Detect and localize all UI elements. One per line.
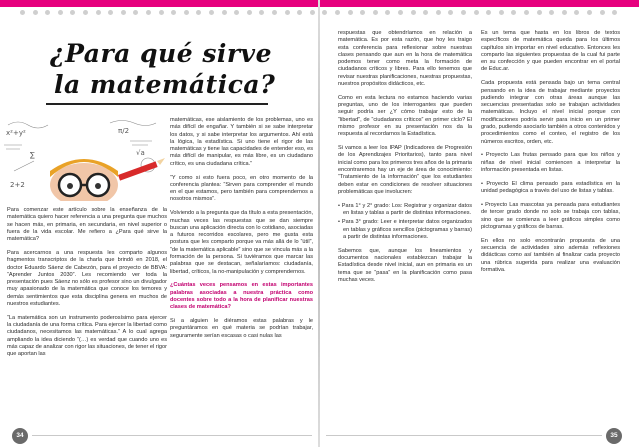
col1-paragraph: Para acercarnos a una respuesta les comparto algunos fragmentos transcriptos de la charla que brindó en 2018, el doctor Eduardo Sáenz de Cabezón, para el proyecto de BBVA: “Aprender Juntos 2030”. Les recomiendo ver toda la presentación pues Sáenz no sólo es profesor sino un divulgador muy apasionado de la matemática que conoce los temores y demás sentimientos que esta disciplina genera en muchos de nuestros estudiantes. (7, 249, 167, 308)
formula-1: x²+y² (6, 129, 26, 137)
binding-hole (285, 10, 290, 15)
project-item: • Proyecto Las mascotas ya pensada para estudiantes de tercer grado donde no solo se trabaja con tablas, sino que se comienza a leer gráficos simples como pictogramas y gráficos de barras. (481, 201, 620, 230)
binding-hole (474, 10, 479, 15)
binding-hole (373, 10, 378, 15)
binding-hole (448, 10, 453, 15)
binding-hole (587, 10, 592, 15)
binding-hole (574, 10, 579, 15)
col2-paragraph: matemáticas, ese aislamiento de los problemas, uno es más difícil de engañar. Y también si se sabe interpretar los datos, y si sabe interpretar los argumentos. Ahí está la lógica, la estadística. Si uno tiene el rigor de las matemáticas y tiene las capacidades de entender eso, es más difícil de manipular, es más libre, es un ciudadano crítico, es una ciudadana crítica.” (170, 117, 313, 167)
col3-paragraph: Sabemos que, aunque los lineamientos y documentos nacionales establezcan trabajar la Estadística desde nivel inicial, aun en primaria es un tema que se “pasa” en la planificación como pasa muchas veces. (338, 247, 472, 283)
binding-hole (171, 10, 176, 15)
binding-hole (461, 10, 466, 15)
column-1 (7, 207, 167, 365)
binding-hole (335, 10, 340, 15)
binding-hole (612, 10, 617, 15)
col2-paragraph: “Y como si esto fuera poco, en otro momento de la conferencia plantea: “Sirven para comprender el mundo en el que estamos, pero también para comprendernos a nosotros mismos”. (170, 174, 313, 203)
col1-paragraph: Para comenzar este artículo sobre la enseñanza de la matemática quiero hacer referencia a una pregunta que muchos se hacen más, en primaria, en secundaria, en nivel superior o fuera de la vida escolar. Me refiero a ¿Para qué sirve la matemática? (7, 207, 167, 243)
binding-hole (385, 10, 390, 15)
child-math-illustration (0, 115, 168, 201)
binding-hole (33, 10, 38, 15)
binding-hole (96, 10, 101, 15)
col3-paragraph: Si vamos a leer los IPAP (Indicadores de Progresión de los Aprendizajes Prioritarios), tanto para nivel inicial como para los primeros tres años de la primaria encontraremos hay un eje de área de conocimiento: “Tratamiento de la información” que los estudiantes deben estar en condiciones de resolver situaciones problemáticas que involucren: (338, 145, 472, 195)
title-line-1: ¿Para qué sirve (50, 39, 272, 68)
binding-hole (549, 10, 554, 15)
column-2 (170, 117, 313, 347)
title-line-2: la matemática? (54, 70, 276, 99)
formula-2: π/2 (118, 127, 130, 135)
title-underline (46, 103, 268, 105)
col2-paragraph: Si a alguien le diéramos estas palabras y le preguntáramos en qué materia se podrían trabajar, seguramente serían escasas o casi nulas las (170, 318, 313, 339)
page-spine (318, 0, 320, 447)
binding-hole (511, 10, 516, 15)
binding-hole (562, 10, 567, 15)
binding-hole (209, 10, 214, 15)
binding-hole (234, 10, 239, 15)
binding-hole (398, 10, 403, 15)
bullet-list (338, 203, 472, 241)
page-number-right: 35 (606, 428, 622, 444)
footer-rule-left (32, 435, 312, 436)
binding-hole (222, 10, 227, 15)
binding-hole (247, 10, 252, 15)
col3-paragraph: respuestas que obtendríamos en relación a matemática. Es por esta razón, que hoy les traigo esta conferencia para reflexionar sobre nuestras clases pensando que aun en la hora de matemática podemos tener como meta la formación de ciudadanos críticos y libres. Para ello tenemos que revisar nuestras planificaciones, nuestras propuestas, nuestros propósitos didácticos, etc. (338, 30, 472, 88)
binding-hole (537, 10, 542, 15)
footer-rule-right (326, 435, 602, 436)
formula-4: √a (136, 149, 145, 157)
binding-hole (436, 10, 441, 15)
binding-hole (486, 10, 491, 15)
binding-hole (259, 10, 264, 15)
article-title (50, 38, 310, 100)
binding-hole (423, 10, 428, 15)
binding-hole (297, 10, 302, 15)
highlighted-question: ¿Cuántas veces pensamos en estas importantes palabras asociadas a nuestra práctica como docentes sobre todo a la hora de planificar nuestras clases de matemática? (170, 282, 313, 311)
binding-hole (600, 10, 605, 15)
binding-hole (159, 10, 164, 15)
binding-hole (108, 10, 113, 15)
col2-paragraph: Volviendo a la pregunta que da título a esta presentación, muchas veces las respuestas que se dan siempre buscan una aplicación directa con lo cotidiano, asociadas a futuros recorridos escolares, pero me gusta esta postura que les comparto porque va más allá de lo “útil”, “de la matemática aplicable” sino que se vincula más a la formación de la persona. Si tuviéramos que marcar las palabras que se destacan, señalaríamos: ciudadanía, libertad, críticos, la no-manipulación y comprendernos. (170, 210, 313, 275)
binding-hole (524, 10, 529, 15)
formula-3: ∑ (30, 151, 35, 159)
binding-hole (45, 10, 50, 15)
bullet-item: • Para 3° grado: Leer e interpretar datos organizados en tablas y gráficos sencillos (pictogramas y barras) a partir de distintas informaciones. (338, 219, 472, 240)
binding-hole (348, 10, 353, 15)
project-item: • Proyecto Las frutas pensado para que los niños y niñas de nivel inicial comiencen a interpretar la información presentada en listas. (481, 152, 620, 174)
col1-paragraph: “La matemática son un instrumento poderosísimo para ejercer la ciudadanía de una forma crítica. Para ejercer la libertad como ciudadanos, necesitamos las matemáticas.” A lo cual agrega ampliando la idea diciendo “(…) es verdad que cuando uno es más capaz de analizar con rigor las situaciones, de tener el rigor que aportan las (7, 314, 167, 358)
binding-hole (121, 10, 126, 15)
formula-5: 2+2 (10, 181, 25, 189)
binding-hole (146, 10, 151, 15)
column-3 (338, 30, 472, 291)
binding-hole (70, 10, 75, 15)
binding-hole (184, 10, 189, 15)
binding-hole (411, 10, 416, 15)
page-number-left: 34 (12, 428, 28, 444)
binding-hole (83, 10, 88, 15)
binding-hole (196, 10, 201, 15)
col4-paragraph: En ellos no solo encontrarán propuesta de una secuencia de actividades sino además reflexiones didácticas como así también al finalizar cada proyecto una rúbrica sugerida para realizar una evaluación formativa. (481, 237, 620, 273)
binding-hole (272, 10, 277, 15)
col4-paragraph: Es un tema que hasta en los libros de textos específicos de matemática queda para los últimos capítulos sin importar en nivel educativo. Entonces les comparto las siguientes propuestas de la cual fui parte en su confección y que pueden encontrar en el portal de Educ.ar. (481, 30, 620, 73)
binding-hole (58, 10, 63, 15)
bullet-item: • Para 1° y 2° grado: Los: Registrar y organizar datos en listas y tablas a partir de distintas informaciones. (338, 202, 472, 217)
project-item: • Proyecto El clima pensado para estadística en la unidad pedagógica a través del uso de listas y tablas. (481, 180, 620, 195)
binding-hole (20, 10, 25, 15)
binding-hole (310, 10, 315, 15)
binding-hole (360, 10, 365, 15)
col4-paragraph: Cada propuesta está pensada bajo un tema central pensando en la idea de trabajar mediante proyectos pudiendo integrar con otras áreas aunque las secuencias presentadas solo se trabajan actividades matemáticas. Incluyo el nivel inicial porque con modificaciones podría servir para inicio en un primer grado, pudiendo asociarlo también a otros contenidos y procedimientos como el conteo, el registro de los números escritos, orden, etc. (481, 80, 620, 145)
binding-hole (322, 10, 327, 15)
binding-hole (133, 10, 138, 15)
col3-paragraph: Como en esta lectura no estamos haciendo varias preguntas, uno de los interrogantes que pueden seguir podría ser ¿Y cómo trabajar esto de la “libertad”, de “ciudadanos críticos” en primer ciclo? El mismo profesor en su presentación nos da la respuesta al recordarnos la Estadística. (338, 94, 472, 138)
column-4 (481, 30, 620, 281)
binding-hole (499, 10, 504, 15)
child-face (50, 159, 118, 201)
